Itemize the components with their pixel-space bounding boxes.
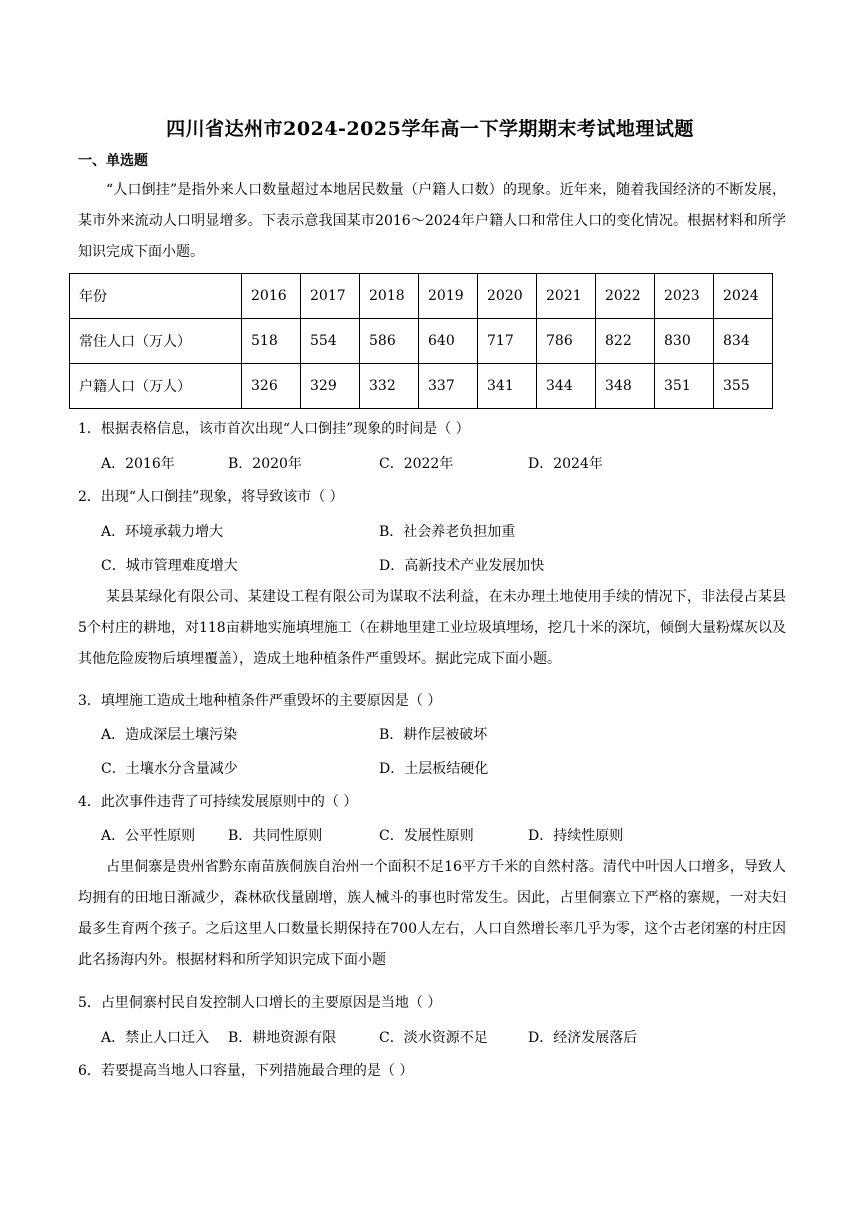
question-1: 1．根据表格信息，该市首次出现“人口倒挂”现象的时间是（ ） [78, 421, 470, 437]
table-cell: 344 [537, 364, 596, 409]
table-year: 2017 [301, 274, 360, 319]
table-cell: 351 [655, 364, 714, 409]
table-cell: 348 [596, 364, 655, 409]
q1-option-b[interactable]: B．2020年 [228, 456, 302, 472]
material-1: “人口倒挂”是指外来人口数量超过本地居民数量（户籍人口数）的现象。近年来，随着我国经济的不断发展，某市外来流动人口明显增多。下表示意我国某市2016～2024年户籍人口和常住人口的变化情况。根据材料和所学知识完成下面小题。 [78, 182, 786, 260]
table-year: 2024 [714, 274, 773, 319]
table-cell: 834 [714, 319, 773, 364]
table-cell: 332 [360, 364, 419, 409]
q1-option-d[interactable]: D．2024年 [528, 456, 603, 472]
q2-option-a[interactable]: A．环境承载力增大 [101, 524, 224, 540]
question-3: 3．填埋施工造成土地种植条件严重毁坏的主要原因是（ ） [78, 693, 442, 709]
q4-option-d[interactable]: D．持续性原则 [528, 828, 624, 844]
question-6: 6．若要提高当地人口容量，下列措施最合理的是（ ） [78, 1063, 414, 1079]
section-heading: 一、单选题 [78, 153, 148, 169]
table-row [70, 319, 773, 364]
table-cell: 341 [478, 364, 537, 409]
question-5: 5．占里侗寨村民自发控制人口增长的主要原因是当地（ ） [78, 995, 442, 1011]
table-cell: 586 [360, 319, 419, 364]
table-cell: 640 [419, 319, 478, 364]
table-year: 2020 [478, 274, 537, 319]
q5-option-c[interactable]: C．淡水资源不足 [379, 1030, 488, 1046]
table-year: 2022 [596, 274, 655, 319]
table-header-label: 年份 [70, 274, 242, 319]
population-table [69, 273, 773, 409]
table-year: 2016 [242, 274, 301, 319]
material-3: 占里侗寨是贵州省黔东南苗族侗族自治州一个面积不足16平方千米的自然村落。清代中叶因人口增多，导致人均拥有的田地日渐减少，森林砍伐量剧增，族人械斗的事也时常发生。因此，占里侗寨立下严格的寨规，一对夫妇最多生育两个孩子。之后这里人口数量长期保持在700人左右，人口自然增长率几乎为零，这个古老闭塞的村庄因此名扬海内外。根据材料和所学知识完成下面小题 [78, 859, 786, 968]
table-cell: 326 [242, 364, 301, 409]
q5-option-a[interactable]: A．禁止人口迁入 [101, 1030, 210, 1046]
table-cell: 518 [242, 319, 301, 364]
q4-option-c[interactable]: C．发展性原则 [379, 828, 474, 844]
q2-option-d[interactable]: D．高新技术产业发展加快 [379, 558, 545, 574]
table-year: 2021 [537, 274, 596, 319]
table-cell: 786 [537, 319, 596, 364]
question-4: 4．此次事件违背了可持续发展原则中的（ ） [78, 794, 358, 810]
material-2: 某县某绿化有限公司、某建设工程有限公司为谋取不法利益，在未办理土地使用手续的情况下，非法侵占某县5个村庄的耕地，对118亩耕地实施填埋施工（在耕地里建工业垃圾填埋场，挖几十米的深坑，倾倒大量粉煤灰以及其他危险废物后填埋覆盖），造成土地种植条件严重毁坏。据此完成下面小题。 [78, 589, 786, 667]
question-2: 2．出现“人口倒挂”现象，将导致该市（ ） [78, 489, 344, 505]
q5-option-d[interactable]: D．经济发展落后 [528, 1030, 638, 1046]
table-year: 2018 [360, 274, 419, 319]
table-year: 2023 [655, 274, 714, 319]
table-cell: 554 [301, 319, 360, 364]
table-cell: 822 [596, 319, 655, 364]
q3-option-b[interactable]: B．耕作层被破坏 [379, 727, 488, 743]
q2-option-b[interactable]: B．社会养老负担加重 [379, 524, 516, 540]
q3-option-a[interactable]: A．造成深层土壤污染 [101, 727, 238, 743]
table-row [70, 364, 773, 409]
q1-option-a[interactable]: A．2016年 [101, 456, 175, 472]
row-label: 常住人口（万人） [70, 319, 242, 364]
q3-option-c[interactable]: C．土壤水分含量减少 [101, 761, 238, 777]
page-title: 四川省达州市2024-2025学年高一下学期期末考试地理试题 [166, 118, 694, 140]
row-label: 户籍人口（万人） [70, 364, 242, 409]
q3-option-d[interactable]: D．土层板结硬化 [379, 761, 489, 777]
table-cell: 337 [419, 364, 478, 409]
q4-option-b[interactable]: B．共同性原则 [228, 828, 323, 844]
table-cell: 355 [714, 364, 773, 409]
table-cell: 329 [301, 364, 360, 409]
q5-option-b[interactable]: B．耕地资源有限 [228, 1030, 337, 1046]
q2-option-c[interactable]: C．城市管理难度增大 [101, 558, 238, 574]
table-cell: 717 [478, 319, 537, 364]
q4-option-a[interactable]: A．公平性原则 [101, 828, 196, 844]
table-year: 2019 [419, 274, 478, 319]
table-cell: 830 [655, 319, 714, 364]
q1-option-c[interactable]: C．2022年 [379, 456, 454, 472]
table-header-row [70, 274, 773, 319]
